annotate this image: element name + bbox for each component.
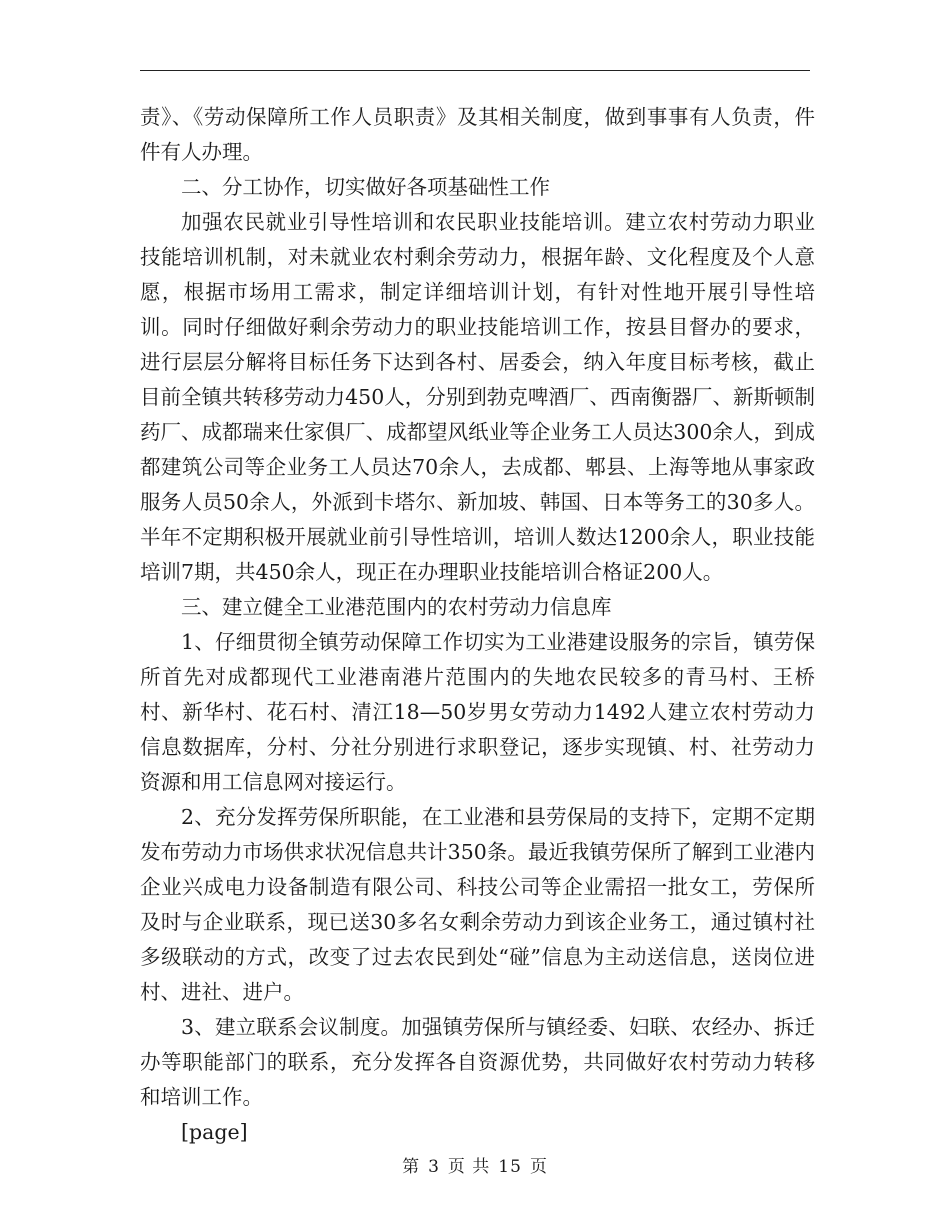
section-heading-three: 三、建立健全工业港范围内的农村劳动力信息库 bbox=[181, 595, 612, 619]
paragraph-item-1: 1、仔细贯彻全镇劳动保障工作切实为工业港建设服务的宗旨，镇劳保所首先对成都现代工业港南港片范围内的失地农民较多的青马村、王桥村、新华村、花石村、清江18—50岁男女劳动力1492人建立农村劳动力信息数据库，分村、分社分别进行求职登记，逐步实现镇、村、社劳动力资源和用工信息网对接运行。 bbox=[140, 630, 815, 794]
header-rule bbox=[140, 70, 810, 71]
section-heading-two: 二、分工协作，切实做好各项基础性工作 bbox=[181, 175, 550, 199]
footer-suffix: 页 bbox=[529, 1157, 548, 1177]
paragraph-training: 加强农民就业引导性培训和农民职业技能培训。建立农村劳动力职业技能培训机制，对未就业农村剩余劳动力，根据年龄、文化程度及个人意愿，根据市场用工需求，制定详细培训计划，有针对性地开展引导性培训。同时仔细做好剩余劳动力的职业技能培训工作，按县目督办的要求，进行层层分解将目标任务下达到各村、居委会，纳入年度目标考核，截止目前全镇共转移劳动力450人，分别到勃克啤酒厂、西南衡器厂、新斯顿制药厂、成都瑞来仕家俱厂、成都望风纸业等企业务工人员达300余人，到成都建筑公司等企业务工人员达70余人，去成都、郫县、上海等地从事家政服务人员50余人，外派到卡塔尔、新加坡、韩国、日本等务工的30多人。半年不定期积极开展就业前引导性培训，培训人数达1200余人，职业技能培训7期，共450余人，现正在办理职业技能培训合格证200人。 bbox=[140, 210, 815, 584]
footer-current-page: 3 bbox=[428, 1157, 440, 1177]
footer-total-pages: 15 bbox=[498, 1157, 522, 1177]
paragraph-item-2: 2、充分发挥劳保所职能，在工业港和县劳保局的支持下，定期不定期发布劳动力市场供求状况信息共计350条。最近我镇劳保所了解到工业港内企业兴成电力设备制造有限公司、科技公司等企业需招一批女工，劳保所及时与企业联系，现已送30多名女剩余劳动力到该企业务工，通过镇村社多级联动的方式，改变了过去农民到处“碰”信息为主动送信息，送岗位进村、进社、进户。 bbox=[140, 805, 815, 1004]
footer-prefix: 第 bbox=[402, 1157, 421, 1177]
paragraph-duty-continuation: 责》、《劳动保障所工作人员职责》及其相关制度，做到事事有人负责，件件有人办理。 bbox=[140, 105, 815, 164]
paragraph-item-3: 3、建立联系会议制度。加强镇劳保所与镇经委、妇联、农经办、拆迁办等职能部门的联系，充分发挥各自资源优势，共同做好农村劳动力转移和培训工作。 bbox=[140, 1015, 815, 1109]
page-marker: [page] bbox=[181, 1120, 248, 1144]
document-body bbox=[140, 100, 815, 1150]
footer-middle: 页 共 bbox=[447, 1157, 491, 1177]
page-footer bbox=[0, 1152, 950, 1177]
